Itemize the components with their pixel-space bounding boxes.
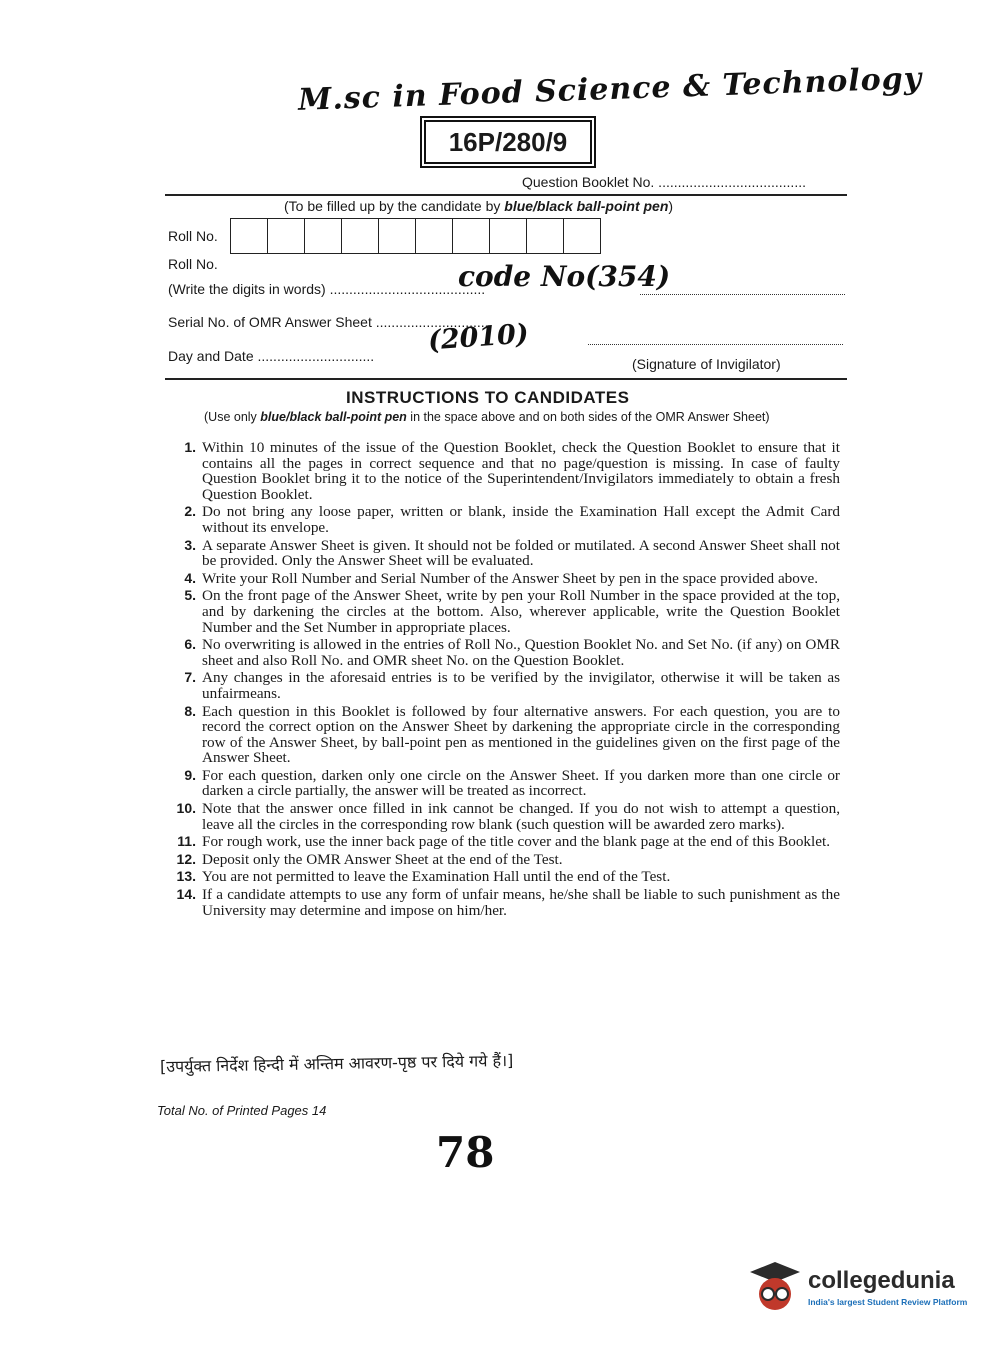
collegedunia-watermark <box>748 1260 967 1314</box>
roll-digit-box[interactable] <box>342 219 379 253</box>
total-printed-pages: Total No. of Printed Pages 14 <box>157 1103 327 1118</box>
hindi-note: [उपर्युक्त निर्देश हिन्दी में अन्तिम आवरण-पृष्ठ पर दिये गये हैं।] <box>159 1050 514 1077</box>
roll-digit-box[interactable] <box>268 219 305 253</box>
handwritten-page-number: 78 <box>436 1128 495 1177</box>
instruction-item: 8. Each question in this Booklet is followed by four alternative answers. For each question, you are to record the correct option on the Answer Sheet by darkening the appropriate circle in the corresponding row of the Answer Sheet, by ball-point pen as mentioned in the guidelines given on the first page of the Answer Sheet. <box>184 702 840 767</box>
instructions-title: INSTRUCTIONS TO CANDIDATES <box>346 388 630 407</box>
question-booklet-no: Question Booklet No. ...................................... <box>522 174 806 190</box>
form-divider <box>165 378 847 380</box>
instruction-item: 7. Any changes in the aforesaid entries is to be verified by the invigilator, otherwise it will be taken as unfairmeans. <box>184 669 840 702</box>
roll-digit-box[interactable] <box>379 219 416 253</box>
instruction-item: 3. A separate Answer Sheet is given. It should not be folded or mutilated. A second Answer Sheet shall not be provided. Only the Answer Sheet will be evaluated. <box>184 536 840 570</box>
omr-serial-label: Serial No. of OMR Answer Sheet .............................. <box>168 314 493 330</box>
signature-line[interactable] <box>588 344 843 345</box>
roll-digit-box[interactable] <box>527 219 564 253</box>
instruction-item: 12. Deposit only the OMR Answer Sheet at the end of the Test. <box>176 850 563 868</box>
roll-digit-box[interactable] <box>490 219 527 253</box>
instruction-item: 10. Note that the answer once filled in ink cannot be changed. If you do not wish to attempt a question, leave all the circles in the corresponding row blank (such question will be awarded zero marks). <box>176 800 840 833</box>
handwritten-course-title: M.sc in Food Science & Technology <box>297 61 923 118</box>
paper-code: 16P/280/9 <box>448 126 568 157</box>
roll-digit-box[interactable] <box>231 219 268 253</box>
paper-code-box <box>424 120 592 164</box>
roll-no-boxes[interactable] <box>230 218 601 254</box>
brand-tagline: India's largest Student Review Platform <box>808 1297 968 1307</box>
student-mascot-icon <box>748 1260 802 1314</box>
instruction-item: 6. No overwriting is allowed in the entries of Roll No., Question Booklet No. and Set No. (if any) on OMR sheet and also Roll No. and OMR sheet No. on the Question Booklet. <box>184 636 840 669</box>
roll-digit-box[interactable] <box>305 219 342 253</box>
handwritten-serial: (2010) <box>427 318 530 357</box>
roll-digit-box[interactable] <box>416 219 453 253</box>
handwritten-code-no: code No(354) <box>458 260 671 293</box>
instruction-item: 4. Write your Roll Number and Serial Number of the Answer Sheet by pen in the space provided above. <box>184 569 819 587</box>
instruction-item: 9. For each question, darken only one circle on the Answer Sheet. If you darken more than one circle or darken a circle partially, the answer will be treated as incorrect. <box>184 766 840 800</box>
instruction-item: 11. For rough work, use the inner back page of the title cover and the blank page at the end of this Booklet. <box>177 833 830 851</box>
instruction-item: 14. If a candidate attempts to use any form of unfair means, he/she shall be liable to such punishment as the University may determine and impose on him/her. <box>176 886 840 919</box>
invigilator-signature-label: (Signature of Invigilator) <box>632 356 781 372</box>
top-divider <box>165 194 847 196</box>
roll-digit-box[interactable] <box>564 219 600 253</box>
day-date-label: Day and Date .............................. <box>168 348 375 364</box>
roll-no-label: Roll No. <box>168 228 218 244</box>
brand-name: collegedunia <box>808 1267 955 1294</box>
instruction-item: 1. Within 10 minutes of the issue of the Question Booklet, check the Question Booklet to ensure that it contains all the pages in correct sequence and that no page/question is missing. In case of faulty Question Booklet bring it to the notice of the Superintendent/Invigilators immediately to obtain a fresh Question Booklet. <box>184 439 840 503</box>
roll-no-words-hint: (Write the digits in words) ........................................ <box>168 281 486 297</box>
fill-instruction-note: (To be filled up by the candidate by blue/black ball-point pen) <box>284 198 674 214</box>
instruction-item: 2. Do not bring any loose paper, written or blank, inside the Examination Hall except the Admit Card without its envelope. <box>184 503 840 536</box>
instruction-item: 13. You are not permitted to leave the Examination Hall until the end of the Test. <box>176 868 671 886</box>
roll-digit-box[interactable] <box>453 219 490 253</box>
instructions-subtitle: (Use only blue/black ball-point pen in the space above and on both sides of the OMR Answer Sheet) <box>204 410 770 424</box>
instruction-item: 5. On the front page of the Answer Sheet, write by pen your Roll Number in the space provided at the top, and by darkening the circles at the bottom. Also, wherever applicable, write the Question Booklet Number and the Set Number in appropriate places. <box>184 587 840 636</box>
roll-no-words-label: Roll No. <box>168 256 218 272</box>
roll-no-words-line[interactable] <box>640 294 845 295</box>
instructions-list <box>170 440 840 920</box>
